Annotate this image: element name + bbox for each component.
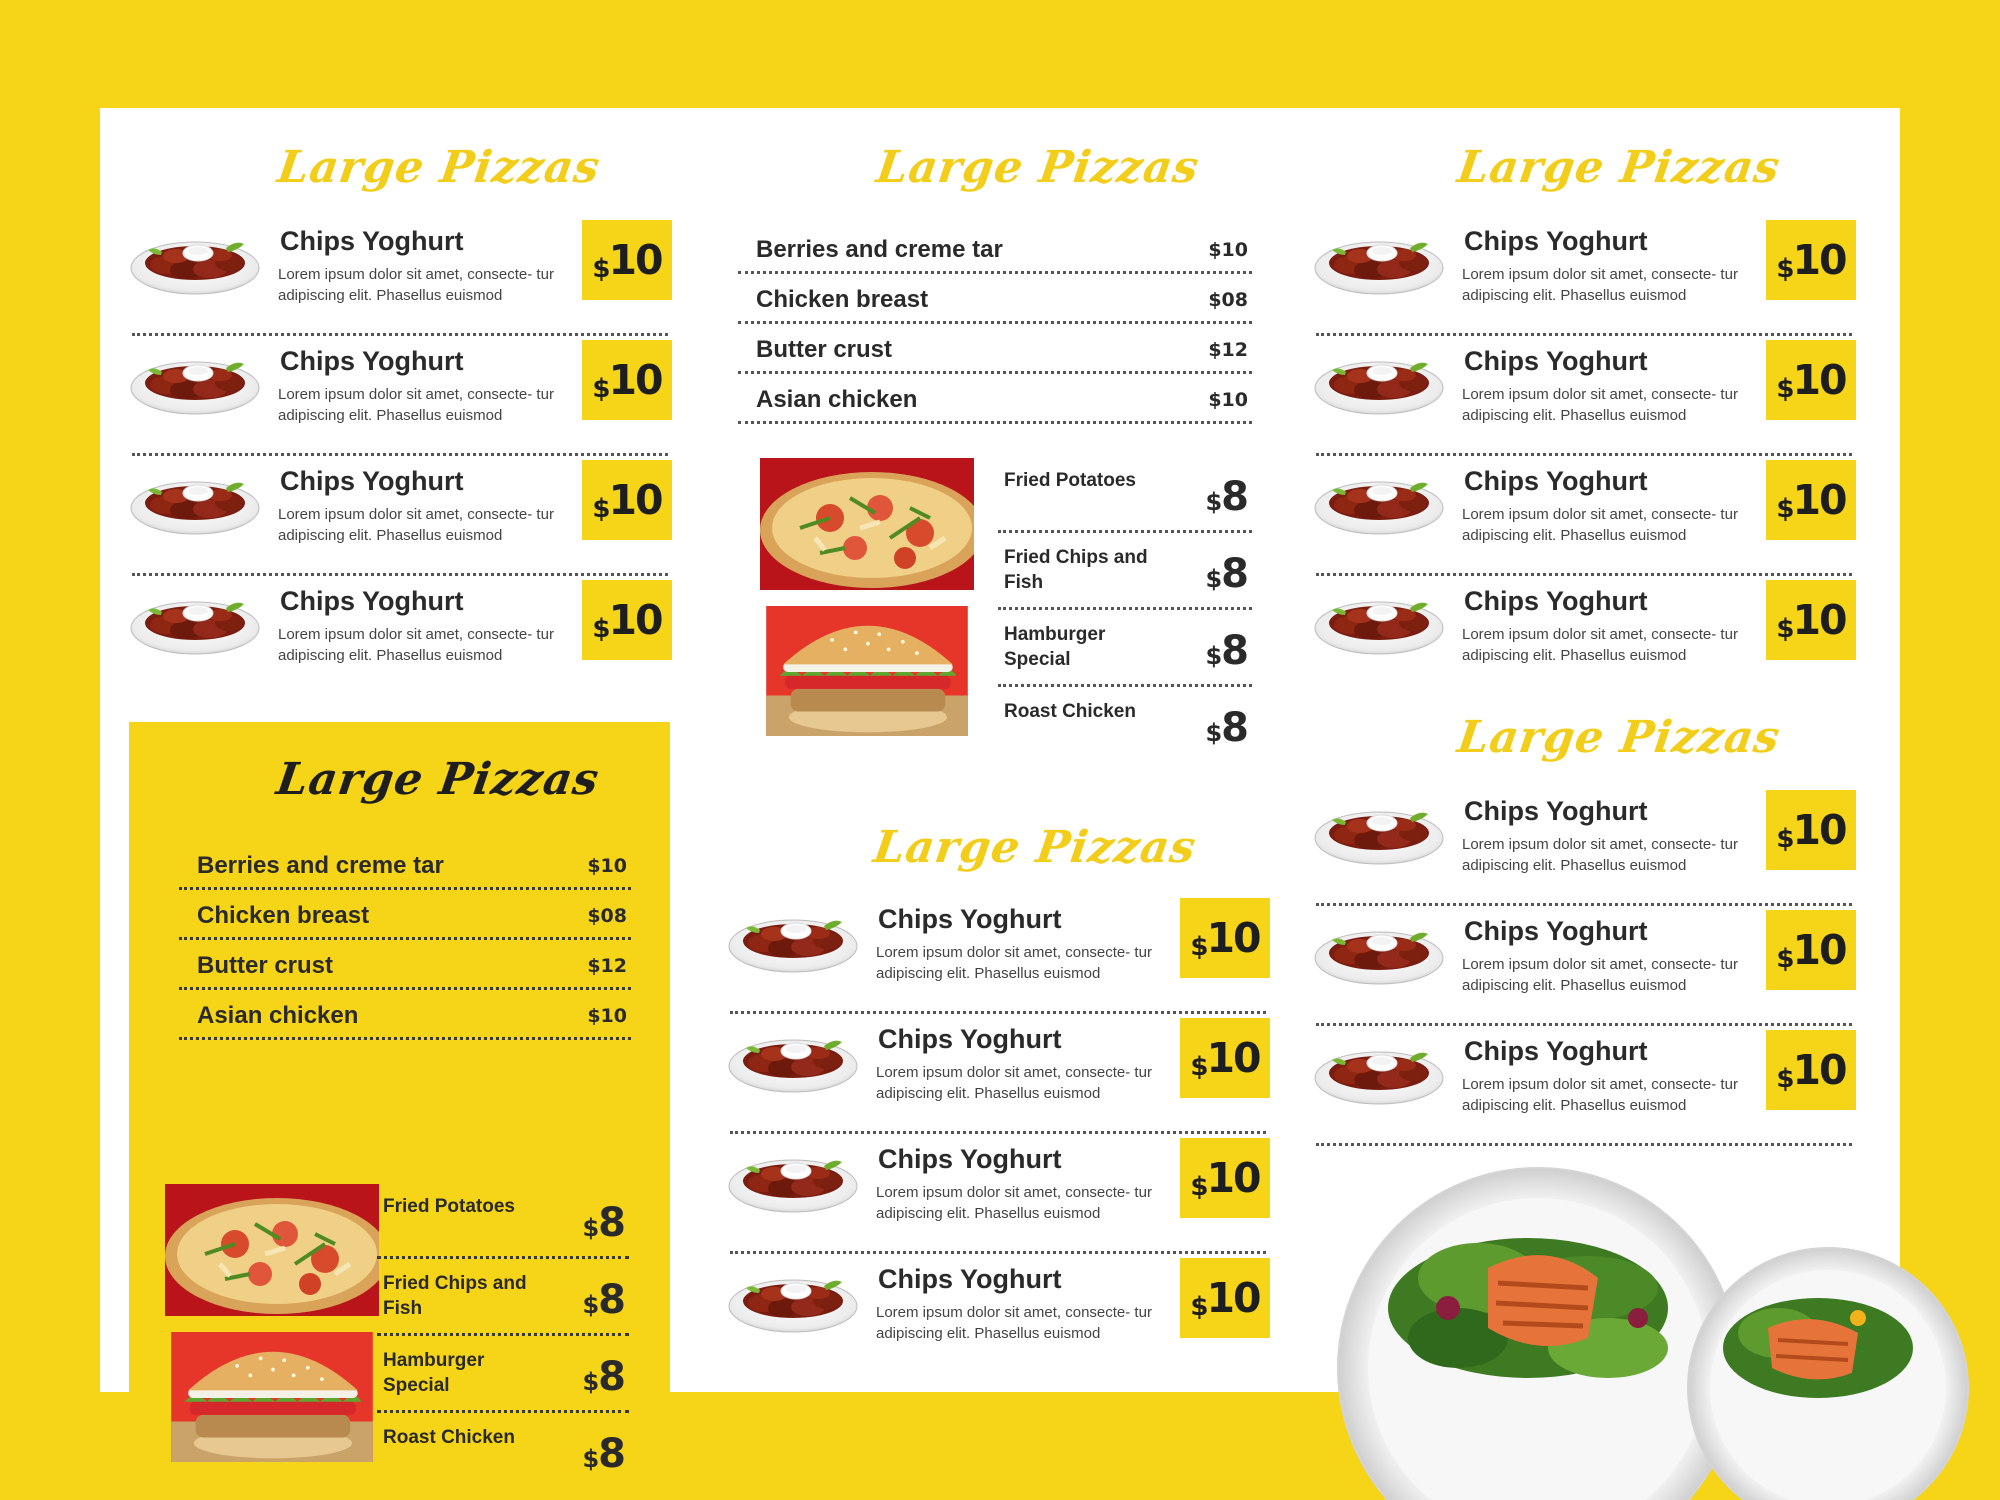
price-list [179, 840, 631, 1040]
list-item: Asian chicken $10 [738, 374, 1252, 424]
price-badge: $10 [1766, 580, 1856, 660]
list-item: Roast Chicken $8 [1004, 701, 1248, 751]
chicken-wings-plate-icon [1312, 796, 1446, 866]
price-badge: $10 [1180, 1018, 1270, 1098]
chicken-wings-plate-icon [1312, 466, 1446, 536]
list-item [128, 216, 672, 336]
item-name: Chips Yoghurt [1464, 916, 1648, 946]
item-name: Chips Yoghurt [878, 904, 1062, 934]
chicken-wings-plate-icon [128, 226, 262, 296]
item-description: Lorem ipsum dolor sit amet, consecte- tur adipiscing elit. Phasellus euismod [278, 386, 554, 424]
chicken-wings-plate-icon [726, 904, 860, 974]
item-name: Chips Yoghurt [1464, 226, 1648, 256]
item-name: Chips Yoghurt [280, 346, 464, 376]
featured-panel [129, 722, 670, 1477]
list-item [1312, 216, 1856, 336]
menu-column-left [100, 108, 682, 1477]
list-item: Hamburger Special $8 [998, 610, 1252, 687]
menu-column-center [682, 108, 1282, 1392]
chicken-wings-plate-icon [128, 346, 262, 416]
list-item [128, 576, 672, 696]
menu-sheet [100, 108, 1900, 1477]
list-item: Butter crust $12 [738, 324, 1252, 374]
item-description: Lorem ipsum dolor sit amet, consecte- tur adipiscing elit. Phasellus euismod [1462, 386, 1738, 424]
list-item: Hamburger Special $8 [377, 1336, 629, 1413]
chicken-wings-plate-icon [128, 586, 262, 656]
salmon-salad-photo [1338, 1158, 1898, 1392]
price-badge: $10 [1766, 910, 1856, 990]
item-name: Chips Yoghurt [878, 1144, 1062, 1174]
item-description: Lorem ipsum dolor sit amet, consecte- tur adipiscing elit. Phasellus euismod [1462, 1076, 1738, 1114]
chicken-wings-plate-icon [1312, 226, 1446, 296]
section-heading: Large Pizzas [870, 822, 1200, 873]
item-list [1312, 786, 1856, 1146]
section-heading: Large Pizzas [1454, 142, 1784, 193]
list-item: Berries and creme tar $10 [179, 840, 631, 890]
price-badge: $10 [1180, 1138, 1270, 1218]
burger-photo [760, 606, 974, 736]
chicken-wings-plate-icon [1312, 1036, 1446, 1106]
section-heading: Large Pizzas [1454, 712, 1784, 763]
item-name: Chips Yoghurt [280, 226, 464, 256]
chicken-wings-plate-icon [1312, 916, 1446, 986]
item-description: Lorem ipsum dolor sit amet, consecte- tur adipiscing elit. Phasellus euismod [278, 506, 554, 544]
item-list [726, 894, 1270, 1374]
item-description: Lorem ipsum dolor sit amet, consecte- tur adipiscing elit. Phasellus euismod [1462, 266, 1738, 304]
list-item: Asian chicken $10 [179, 990, 631, 1040]
price-badge: $10 [582, 460, 672, 540]
list-item: Chicken breast $08 [738, 274, 1252, 324]
price-badge: $10 [1766, 220, 1856, 300]
section-heading: Large Pizzas [273, 754, 603, 805]
list-item: Chicken breast $08 [179, 890, 631, 940]
list-item: Fried Chips and Fish $8 [998, 533, 1252, 610]
list-item: Fried Potatoes $8 [998, 456, 1252, 533]
item-description: Lorem ipsum dolor sit amet, consecte- tur adipiscing elit. Phasellus euismod [876, 944, 1152, 982]
photo-price-list [165, 1182, 629, 1492]
photo-list [998, 456, 1252, 764]
item-description: Lorem ipsum dolor sit amet, consecte- tur adipiscing elit. Phasellus euismod [1462, 956, 1738, 994]
item-description: Lorem ipsum dolor sit amet, consecte- tur adipiscing elit. Phasellus euismod [1462, 836, 1738, 874]
item-description: Lorem ipsum dolor sit amet, consecte- tur adipiscing elit. Phasellus euismod [876, 1184, 1152, 1222]
list-item [1312, 1026, 1856, 1146]
list-item [1312, 456, 1856, 576]
price-badge: $10 [1766, 340, 1856, 420]
list-item: Roast Chicken $8 [383, 1427, 625, 1477]
price-badge: $10 [1766, 790, 1856, 870]
chicken-wings-plate-icon [726, 1264, 860, 1334]
item-name: Chips Yoghurt [1464, 796, 1648, 826]
list-item [726, 1254, 1270, 1374]
list-item: Fried Potatoes $8 [377, 1182, 629, 1259]
chicken-wings-plate-icon [128, 466, 262, 536]
item-list [128, 216, 672, 696]
price-badge: $10 [582, 220, 672, 300]
price-list [738, 224, 1252, 424]
list-item: Fried Chips and Fish $8 [377, 1259, 629, 1336]
list-item [1312, 786, 1856, 906]
chicken-wings-plate-icon [726, 1144, 860, 1214]
chicken-wings-plate-icon [726, 1024, 860, 1094]
item-description: Lorem ipsum dolor sit amet, consecte- tur adipiscing elit. Phasellus euismod [1462, 626, 1738, 664]
item-name: Chips Yoghurt [1464, 466, 1648, 496]
photo-list [377, 1182, 629, 1490]
item-name: Chips Yoghurt [878, 1264, 1062, 1294]
burger-photo [165, 1332, 379, 1462]
list-item [1312, 336, 1856, 456]
chicken-wings-plate-icon [1312, 586, 1446, 656]
item-description: Lorem ipsum dolor sit amet, consecte- tur adipiscing elit. Phasellus euismod [278, 626, 554, 664]
item-name: Chips Yoghurt [1464, 1036, 1648, 1066]
item-name: Chips Yoghurt [1464, 346, 1648, 376]
pizza-photo [760, 458, 974, 590]
price-badge: $10 [582, 580, 672, 660]
price-badge: $10 [1180, 898, 1270, 978]
item-description: Lorem ipsum dolor sit amet, consecte- tur adipiscing elit. Phasellus euismod [876, 1064, 1152, 1102]
price-badge: $10 [1180, 1258, 1270, 1338]
list-item [726, 1014, 1270, 1134]
item-name: Chips Yoghurt [280, 466, 464, 496]
section-heading: Large Pizzas [873, 142, 1203, 193]
item-description: Lorem ipsum dolor sit amet, consecte- tur adipiscing elit. Phasellus euismod [876, 1304, 1152, 1342]
list-item [1312, 906, 1856, 1026]
section-heading: Large Pizzas [274, 142, 604, 193]
list-item: Butter crust $12 [179, 940, 631, 990]
list-item [726, 894, 1270, 1014]
item-name: Chips Yoghurt [1464, 586, 1648, 616]
price-badge: $10 [1766, 1030, 1856, 1110]
price-badge: $10 [582, 340, 672, 420]
list-item [128, 336, 672, 456]
chicken-wings-plate-icon [1312, 346, 1446, 416]
item-name: Chips Yoghurt [878, 1024, 1062, 1054]
list-item [1312, 576, 1856, 696]
list-item [726, 1134, 1270, 1254]
list-item [128, 456, 672, 576]
item-description: Lorem ipsum dolor sit amet, consecte- tur adipiscing elit. Phasellus euismod [278, 266, 554, 304]
pizza-photo [165, 1184, 379, 1316]
item-name: Chips Yoghurt [280, 586, 464, 616]
item-list [1312, 216, 1856, 696]
price-badge: $10 [1766, 460, 1856, 540]
list-item: Berries and creme tar $10 [738, 224, 1252, 274]
photo-price-list [760, 456, 1252, 776]
item-description: Lorem ipsum dolor sit amet, consecte- tur adipiscing elit. Phasellus euismod [1462, 506, 1738, 544]
